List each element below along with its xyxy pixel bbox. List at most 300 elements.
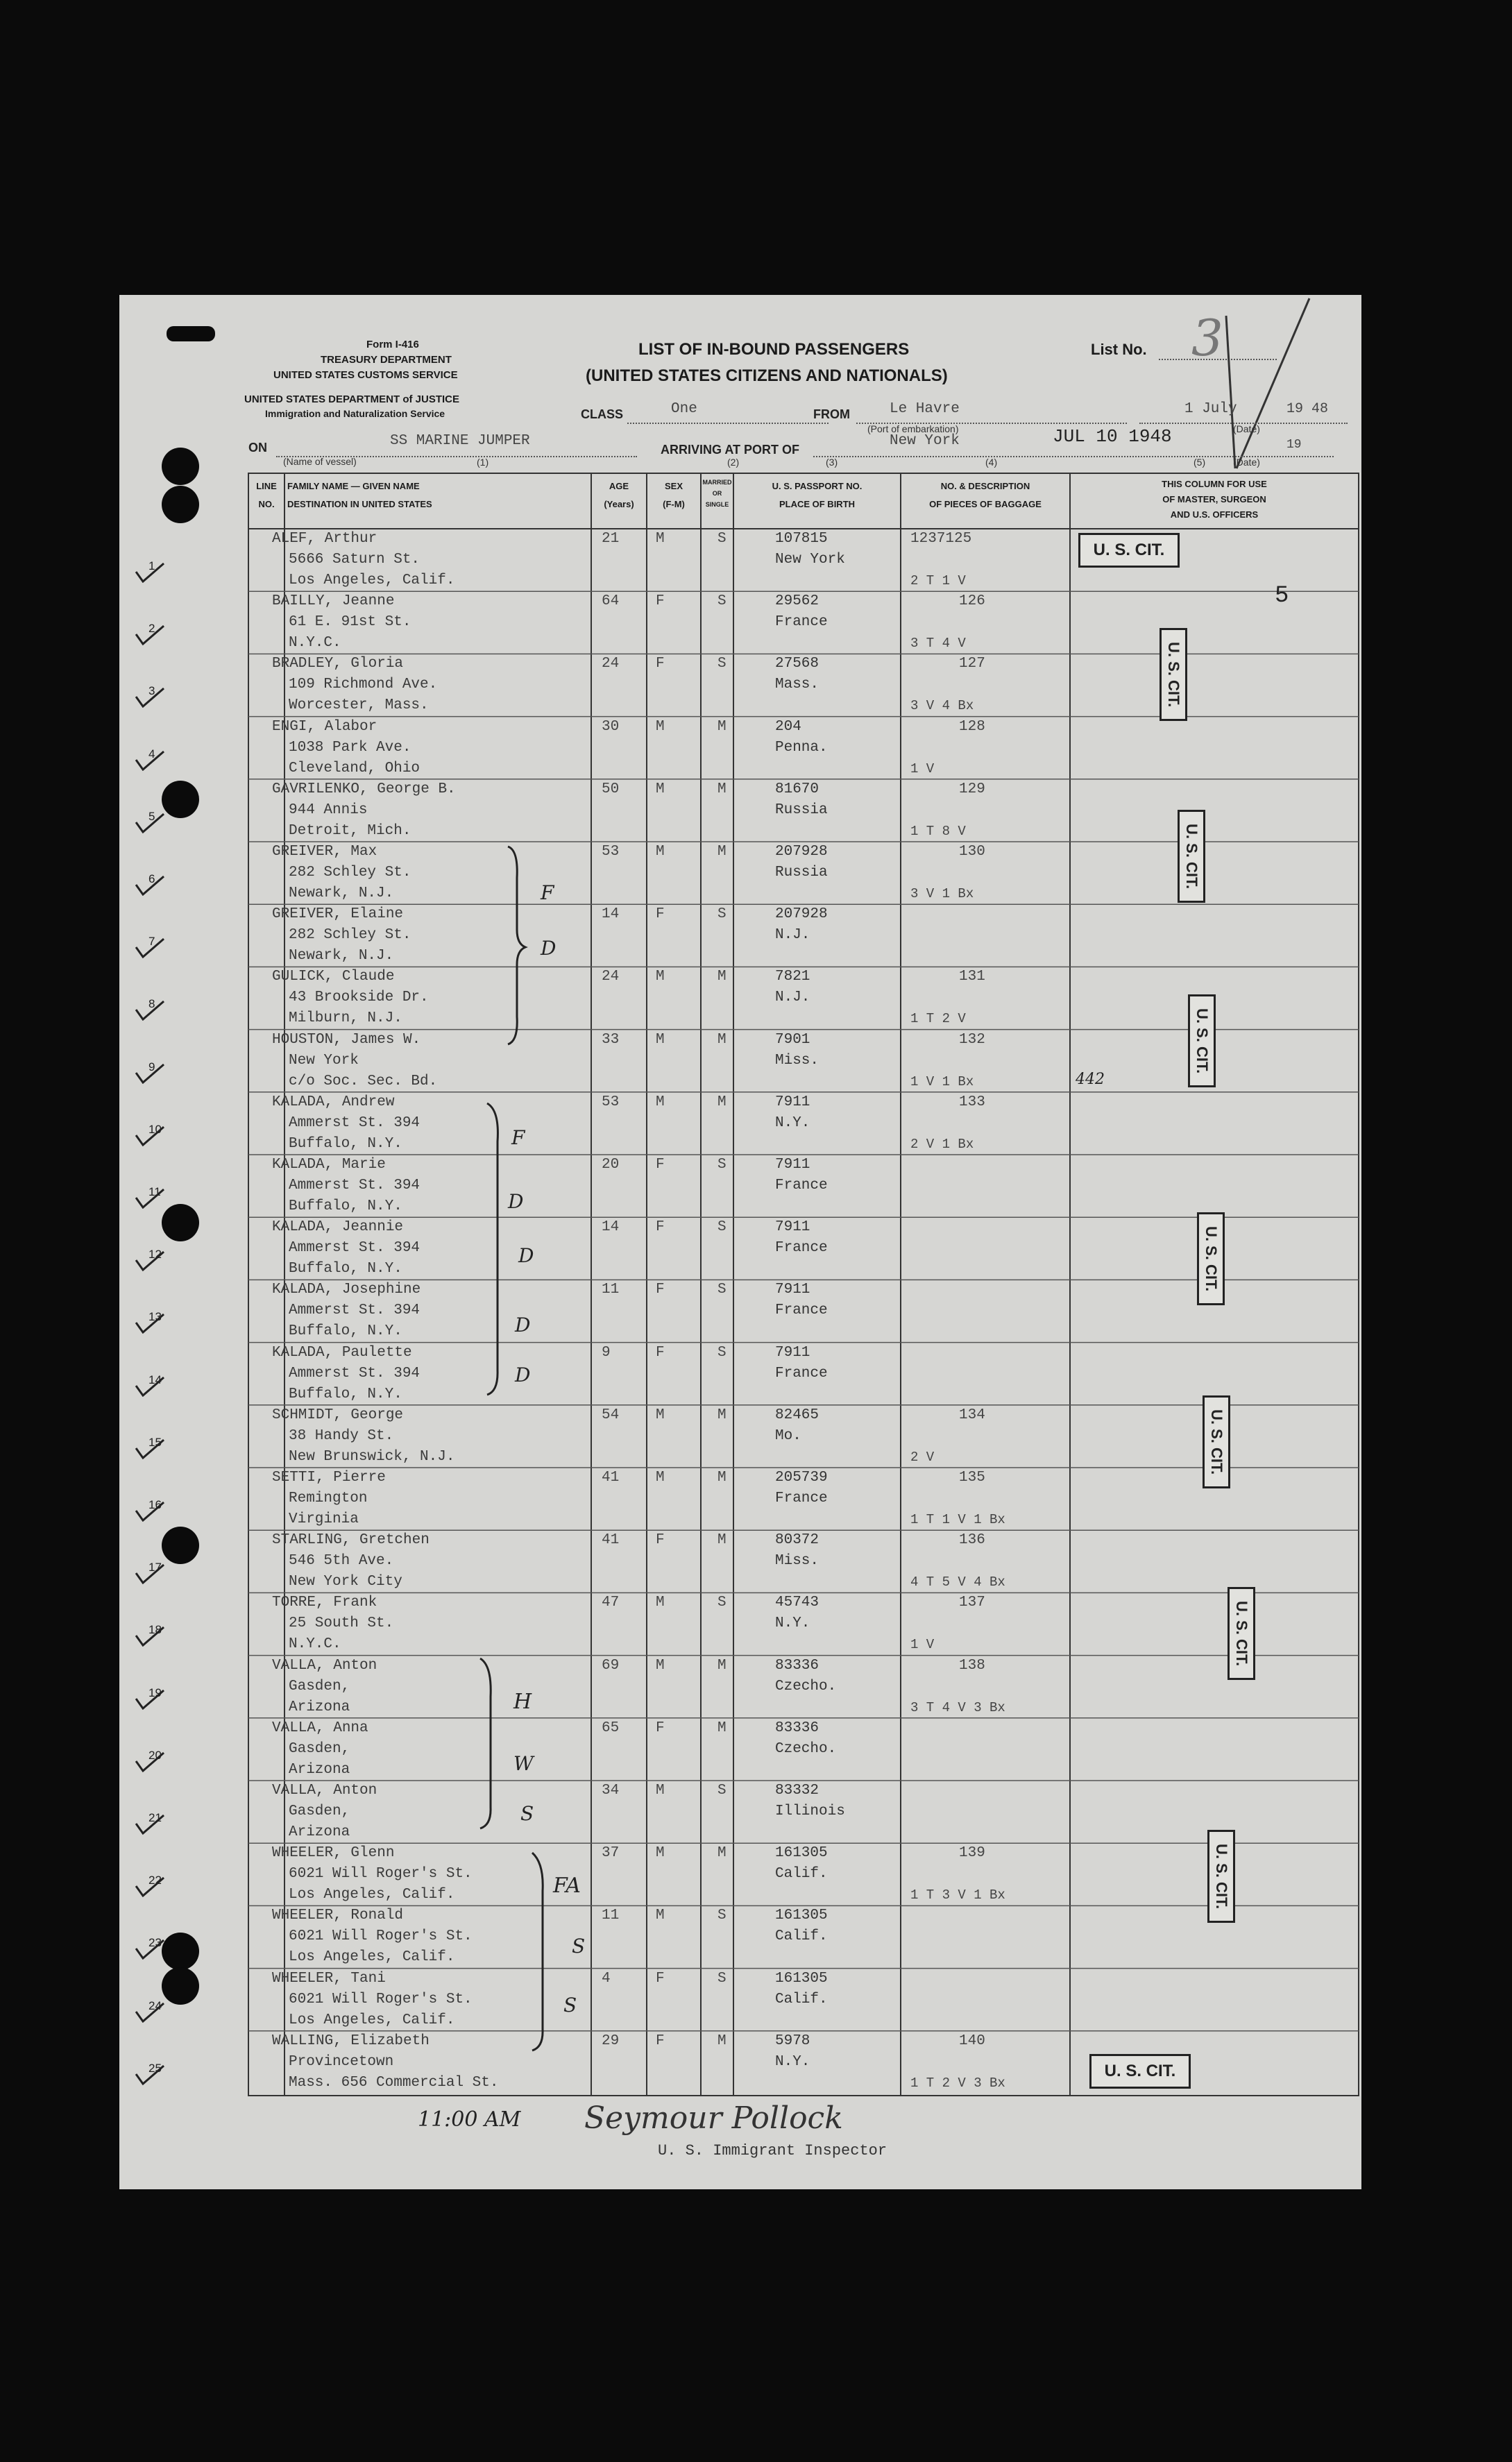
family-letter: FA <box>553 1874 581 1898</box>
dept-justice: UNITED STATES DEPARTMENT of JUSTICE <box>244 393 460 405</box>
from-value: Le Havre <box>890 401 960 417</box>
dest-line-1: 546 5th Ave. <box>289 1553 394 1570</box>
passenger-sex: F <box>656 656 665 672</box>
col-head-line-1: LINE <box>256 481 277 491</box>
baggage-number: 126 <box>959 593 985 610</box>
col-head-name-1: FAMILY NAME — GIVEN NAME <box>287 481 420 491</box>
col-head-married-2: OR <box>712 490 722 497</box>
baggage-number: 133 <box>959 1094 985 1110</box>
col-num-1: (1) <box>477 457 489 468</box>
form-number: Form I-416 <box>366 339 419 350</box>
dest-line-2: Los Angeles, Calif. <box>289 1887 455 1903</box>
col-head-passport-2: PLACE OF BIRTH <box>779 499 856 509</box>
binder-hole <box>162 1527 199 1564</box>
dest-line-1: Gasden, <box>289 1740 350 1757</box>
line-number: 14 <box>148 1373 162 1386</box>
passport-number: 81670 <box>775 781 819 797</box>
list-no-value: 3 <box>1191 309 1223 367</box>
class-label: CLASS <box>581 407 624 421</box>
binder-hole <box>162 1967 199 2005</box>
us-cit-stamp-text: U. S. CIT. <box>1183 823 1200 890</box>
dest-line-1: Provincetown <box>289 2053 394 2070</box>
col-head-name-2: DESTINATION IN UNITED STATES <box>287 499 432 509</box>
place-of-birth: Czecho. <box>775 1678 837 1695</box>
col-head-age-2: (Years) <box>604 499 634 509</box>
dest-line-2: c/o Soc. Sec. Bd. <box>289 1073 438 1089</box>
line-number: 12 <box>148 1248 162 1262</box>
dest-line-2: N.Y.C. <box>289 1636 341 1653</box>
baggage-description: 1 T 8 V <box>910 823 966 839</box>
passenger-marital: M <box>717 1532 727 1549</box>
passport-number: 161305 <box>775 1908 828 1924</box>
passenger-name: TORRE, Frank <box>272 1595 377 1611</box>
passenger-age: 11 <box>602 1282 620 1298</box>
col-num-5: (5) <box>1194 457 1206 468</box>
passenger-sex: M <box>656 531 665 547</box>
line-number: 3 <box>148 684 155 698</box>
col-head-passport-1: U. S. PASSPORT NO. <box>772 481 863 491</box>
passenger-age: 53 <box>602 844 620 860</box>
place-of-birth: Mass. <box>775 677 819 693</box>
dest-line-2: Buffalo, N.Y. <box>289 1261 402 1277</box>
passenger-marital: S <box>717 656 727 672</box>
line-number: 18 <box>148 1623 162 1637</box>
line-number: 4 <box>148 747 155 761</box>
vessel-note: (Name of vessel) <box>283 456 357 467</box>
passenger-name: KALADA, Andrew <box>272 1094 395 1110</box>
passenger-name: VALLA, Anna <box>272 1720 368 1736</box>
passenger-age: 69 <box>602 1657 620 1674</box>
passport-number: 204 <box>775 718 801 735</box>
line-number: 25 <box>148 2061 162 2075</box>
passport-number: 161305 <box>775 1970 828 1987</box>
baggage-number: 130 <box>959 844 985 860</box>
dest-line-2: Cleveland, Ohio <box>289 760 421 776</box>
dest-line-1: Ammerst St. 394 <box>289 1302 421 1319</box>
place-of-birth: Miss. <box>775 1553 819 1570</box>
place-of-birth: Calif. <box>775 1991 828 2007</box>
passenger-marital: M <box>717 1470 727 1486</box>
dest-line-1: 6021 Will Roger's St. <box>289 1866 473 1883</box>
passenger-sex: F <box>656 1282 665 1298</box>
passenger-age: 24 <box>602 969 620 985</box>
passenger-marital: S <box>717 1344 727 1361</box>
passenger-sex: F <box>656 2032 665 2049</box>
family-letter: D <box>518 1244 534 1267</box>
dest-line-2: Arizona <box>289 1761 350 1778</box>
binder-hole <box>162 781 199 818</box>
passenger-name: WHEELER, Glenn <box>272 1845 395 1862</box>
passenger-name: BRADLEY, Gloria <box>272 656 404 672</box>
passenger-name: GREIVER, Max <box>272 844 377 860</box>
dest-line-1: 5666 Saturn St. <box>289 552 421 568</box>
col-head-sex-2: (F-M) <box>663 499 685 509</box>
family-letter: S <box>520 1802 534 1825</box>
passenger-sex: M <box>656 1407 665 1423</box>
family-letter: D <box>515 1314 531 1336</box>
form-sheet <box>119 295 1361 2189</box>
passenger-age: 14 <box>602 1219 620 1236</box>
dest-line-1: Ammerst St. 394 <box>289 1178 421 1194</box>
passenger-marital: M <box>717 1720 727 1736</box>
passenger-name: KALADA, Marie <box>272 1157 386 1173</box>
passenger-marital: S <box>717 906 727 923</box>
us-cit-stamp-text: U. S. CIT. <box>1203 1225 1220 1292</box>
place-of-birth: Penna. <box>775 739 828 756</box>
passenger-name: SETTI, Pierre <box>272 1470 386 1486</box>
baggage-number: 129 <box>959 781 985 797</box>
baggage-description: 1 V 1 Bx <box>910 1073 974 1089</box>
note-5: 5 <box>1275 583 1289 609</box>
passenger-age: 29 <box>602 2032 620 2049</box>
passport-number: 82465 <box>775 1407 819 1423</box>
passport-number: 5978 <box>775 2032 810 2049</box>
port-embark-note: (Port of embarkation) <box>867 423 959 434</box>
line-number: 8 <box>148 997 155 1011</box>
passenger-marital: M <box>717 844 727 860</box>
passenger-sex: F <box>656 593 665 610</box>
passport-number: 27568 <box>775 656 819 672</box>
passenger-sex: M <box>656 1657 665 1674</box>
passenger-age: 20 <box>602 1157 620 1173</box>
dest-line-1: 282 Schley St. <box>289 927 411 944</box>
line-number: 23 <box>148 1936 162 1950</box>
footer-time: 11:00 AM <box>418 2107 521 2132</box>
family-letter: H <box>513 1690 532 1714</box>
baggage-description: 1 V <box>910 1637 935 1653</box>
us-cit-stamp-text: U. S. CIT. <box>1233 1600 1250 1667</box>
family-letter: D <box>515 1364 531 1386</box>
line-number: 7 <box>148 935 155 949</box>
baggage-number: 127 <box>959 656 985 672</box>
baggage-description: 3 V 4 Bx <box>910 698 974 714</box>
line-number: 19 <box>148 1686 162 1699</box>
col-num-2: (2) <box>727 457 740 468</box>
baggage-number: 139 <box>959 1845 985 1862</box>
us-cit-stamp-text: U. S. CIT. <box>1213 1843 1230 1910</box>
dest-line-2: Detroit, Mich. <box>289 822 411 839</box>
line-number: 5 <box>148 809 155 823</box>
us-cit-stamp: U. S. CIT. <box>1089 2054 1191 2089</box>
inspector-label: U. S. Immigrant Inspector <box>658 2142 887 2159</box>
date-label-1: (Date) <box>1233 423 1260 434</box>
passenger-sex: F <box>656 1157 665 1173</box>
binder-hole <box>162 1204 199 1241</box>
us-cit-stamp-text: U. S. CIT. <box>1208 1409 1225 1475</box>
place-of-birth: France <box>775 614 828 631</box>
passenger-sex: F <box>656 1344 665 1361</box>
dest-line-2: Los Angeles, Calif. <box>289 1949 455 1966</box>
col-num-4: (4) <box>985 457 998 468</box>
dept-treasury: TREASURY DEPARTMENT <box>321 354 452 366</box>
passenger-name: GAVRILENKO, George B. <box>272 781 456 797</box>
dest-line-1: 25 South St. <box>289 1615 394 1632</box>
passenger-name: KALADA, Jeannie <box>272 1219 404 1236</box>
passenger-sex: M <box>656 1845 665 1862</box>
dest-line-2: Newark, N.J. <box>289 885 394 901</box>
dest-line-2: Buffalo, N.Y. <box>289 1198 402 1214</box>
passport-number: 83336 <box>775 1720 819 1736</box>
line-number: 1 <box>148 559 155 572</box>
family-letter: F <box>511 1126 525 1149</box>
passenger-sex: M <box>656 844 665 860</box>
baggage-description: 1 V <box>910 761 935 776</box>
passenger-sex: F <box>656 1970 665 1987</box>
baggage-number: 140 <box>959 2032 985 2049</box>
passenger-age: 41 <box>602 1532 620 1549</box>
passport-number: 207928 <box>775 906 828 923</box>
vessel-name: SS MARINE JUMPER <box>390 433 530 449</box>
passenger-marital: M <box>717 1657 727 1674</box>
list-no-label: List No. <box>1091 341 1147 358</box>
from-label: FROM <box>813 407 850 421</box>
us-cit-stamp-text: U. S. CIT. <box>1194 1008 1211 1074</box>
arrival-date-stamp: JUL 10 1948 <box>1053 426 1172 447</box>
dest-line-1: 38 Handy St. <box>289 1427 394 1444</box>
dest-line-1: 43 Brookside Dr. <box>289 990 429 1006</box>
passport-number: 45743 <box>775 1595 819 1611</box>
passport-number: 83336 <box>775 1657 819 1674</box>
line-number: 17 <box>148 1561 162 1574</box>
passport-number: 83332 <box>775 1783 819 1799</box>
baggage-number: 134 <box>959 1407 985 1423</box>
on-label: ON <box>248 441 267 455</box>
binder-hole <box>162 1933 199 1970</box>
passport-number: 7911 <box>775 1344 810 1361</box>
date-sailing-year: 19 48 <box>1286 401 1329 417</box>
col-head-age-1: AGE <box>609 481 629 491</box>
passport-number: 7911 <box>775 1219 810 1236</box>
dest-line-2: Los Angeles, Calif. <box>289 572 455 588</box>
passenger-sex: M <box>656 1595 665 1611</box>
col-head-officer-1: THIS COLUMN FOR USE <box>1162 479 1267 489</box>
passenger-marital: S <box>717 1595 727 1611</box>
dest-line-1: Gasden, <box>289 1678 350 1695</box>
passenger-age: 65 <box>602 1720 620 1736</box>
passenger-age: 47 <box>602 1595 620 1611</box>
place-of-birth: France <box>775 1178 828 1194</box>
passenger-age: 21 <box>602 531 620 547</box>
dept-immigration: Immigration and Naturalization Service <box>265 408 445 419</box>
line-number: 15 <box>148 1435 162 1449</box>
place-of-birth: New York <box>775 552 845 568</box>
dest-line-2: Mass. 656 Commercial St. <box>289 2074 499 2091</box>
passenger-name: WHEELER, Tani <box>272 1970 386 1987</box>
passenger-name: GULICK, Claude <box>272 969 395 985</box>
passport-number: 107815 <box>775 531 828 547</box>
passenger-marital: S <box>717 1970 727 1987</box>
passenger-marital: M <box>717 718 727 735</box>
family-letter: D <box>508 1190 524 1213</box>
passenger-marital: S <box>717 1783 727 1799</box>
place-of-birth: N.Y. <box>775 2053 810 2070</box>
passenger-age: 30 <box>602 718 620 735</box>
line-number: 10 <box>148 1122 162 1136</box>
baggage-description: 3 T 4 V 3 Bx <box>910 1699 1005 1715</box>
family-brackets <box>119 295 1361 2127</box>
passport-number: 7911 <box>775 1282 810 1298</box>
passenger-marital: S <box>717 1219 727 1236</box>
place-of-birth: N.Y. <box>775 1114 810 1131</box>
us-cit-stamp-text: U. S. CIT. <box>1165 641 1182 708</box>
inspector-signature: Seymour Pollock <box>584 2100 843 2136</box>
passenger-sex: F <box>656 1720 665 1736</box>
passenger-name: WHEELER, Ronald <box>272 1908 404 1924</box>
passenger-marital: M <box>717 781 727 797</box>
family-letter: W <box>513 1752 534 1775</box>
line-number: 6 <box>148 872 155 885</box>
place-of-birth: N.J. <box>775 990 810 1006</box>
col-head-officer-3: AND U.S. OFFICERS <box>1170 509 1259 520</box>
dest-line-1: 6021 Will Roger's St. <box>289 1928 473 1945</box>
place-of-birth: N.Y. <box>775 1615 810 1632</box>
passenger-name: KALADA, Josephine <box>272 1282 421 1298</box>
passenger-age: 54 <box>602 1407 620 1423</box>
col-head-line-2: NO. <box>258 499 275 509</box>
passenger-sex: F <box>656 1532 665 1549</box>
passenger-age: 24 <box>602 656 620 672</box>
passport-number: 7911 <box>775 1094 810 1110</box>
dest-line-2: New York City <box>289 1574 402 1590</box>
passenger-marital: S <box>717 1908 727 1924</box>
binder-hole <box>162 486 199 523</box>
dest-line-2: Virginia <box>289 1511 359 1527</box>
line-number: 16 <box>148 1498 162 1511</box>
baggage-description: 2 T 1 V <box>910 573 966 588</box>
baggage-description: 4 T 5 V 4 Bx <box>910 1574 1005 1590</box>
place-of-birth: France <box>775 1491 828 1506</box>
dest-line-2: Newark, N.J. <box>289 948 394 965</box>
baggage-description: 1 T 2 V <box>910 1011 966 1027</box>
dest-line-2: Milburn, N.J. <box>289 1010 402 1027</box>
dest-line-1: Remington <box>289 1491 368 1506</box>
line-number: 20 <box>148 1748 162 1762</box>
baggage-number: 135 <box>959 1470 985 1486</box>
col-head-married-1: MARRIED <box>702 479 732 486</box>
passenger-age: 50 <box>602 781 620 797</box>
line-number: 24 <box>148 1998 162 2012</box>
passenger-marital: S <box>717 1157 727 1173</box>
passenger-sex: M <box>656 1094 665 1110</box>
passenger-name: GREIVER, Elaine <box>272 906 404 923</box>
place-of-birth: France <box>775 1302 828 1319</box>
line-number: 9 <box>148 1060 155 1073</box>
line-number: 21 <box>148 1811 162 1824</box>
passenger-marital: S <box>717 531 727 547</box>
passenger-age: 9 <box>602 1344 611 1361</box>
baggage-description: 1 T 1 V 1 Bx <box>910 1512 1005 1527</box>
dest-line-1: 109 Richmond Ave. <box>289 677 438 693</box>
dest-line-2: New Brunswick, N.J. <box>289 1448 455 1465</box>
dest-line-2: Buffalo, N.Y. <box>289 1386 402 1402</box>
dest-line-2: Worcester, Mass. <box>289 697 429 714</box>
family-letter: D <box>541 937 557 960</box>
place-of-birth: Calif. <box>775 1866 828 1883</box>
dest-line-1: 61 E. 91st St. <box>289 614 411 631</box>
place-of-birth: Russia <box>775 801 828 818</box>
family-letter: S <box>563 1994 577 2017</box>
dest-line-1: Ammerst St. 394 <box>289 1114 421 1131</box>
col-num-3: (3) <box>826 457 838 468</box>
dest-line-2: Arizona <box>289 1824 350 1840</box>
place-of-birth: N.J. <box>775 927 810 944</box>
place-of-birth: France <box>775 1365 828 1382</box>
place-of-birth: Calif. <box>775 1928 828 1945</box>
baggage-number: 128 <box>959 718 985 735</box>
us-cit-stamp: U. S. CIT. <box>1078 533 1180 568</box>
date-label-2: (Date) <box>1233 457 1260 468</box>
passenger-sex: M <box>656 1783 665 1799</box>
passenger-marital: M <box>717 1094 727 1110</box>
form-title: LIST OF IN-BOUND PASSENGERS <box>638 340 910 359</box>
dest-line-2: N.Y.C. <box>289 635 341 652</box>
class-value: One <box>671 401 697 417</box>
baggage-description: 3 T 4 V <box>910 636 966 652</box>
dest-line-1: 282 Schley St. <box>289 865 411 881</box>
passport-number: 207928 <box>775 844 828 860</box>
arriving-label: ARRIVING AT PORT OF <box>661 443 799 457</box>
date-sailing: 1 July <box>1184 401 1237 417</box>
place-of-birth: France <box>775 1240 828 1257</box>
dest-line-1: Gasden, <box>289 1803 350 1819</box>
form-subtitle: (UNITED STATES CITIZENS AND NATIONALS) <box>586 366 948 385</box>
binder-hole <box>162 448 199 485</box>
passenger-name: SCHMIDT, George <box>272 1407 404 1423</box>
passenger-name: ENGI, Alabor <box>272 718 377 735</box>
passenger-sex: M <box>656 969 665 985</box>
place-of-birth: Mo. <box>775 1427 801 1444</box>
passport-number: 29562 <box>775 593 819 610</box>
passenger-name: HOUSTON, James W. <box>272 1031 421 1048</box>
date-arrival-year: 19 <box>1286 438 1302 452</box>
passenger-age: 37 <box>602 1845 620 1862</box>
arrival-port: New York <box>890 433 960 449</box>
baggage-description: 2 V <box>910 1449 935 1465</box>
passport-number: 161305 <box>775 1845 828 1862</box>
passenger-marital: S <box>717 1282 727 1298</box>
passenger-age: 64 <box>602 593 620 610</box>
baggage-number: 132 <box>959 1031 985 1048</box>
passenger-marital: M <box>717 969 727 985</box>
passenger-marital: M <box>717 1845 727 1862</box>
dest-line-1: Ammerst St. 394 <box>289 1365 421 1382</box>
binder-hole <box>167 326 215 341</box>
col-head-officer-2: OF MASTER, SURGEON <box>1162 494 1266 504</box>
passenger-sex: F <box>656 1219 665 1236</box>
passenger-age: 53 <box>602 1094 620 1110</box>
col-head-baggage-2: OF PIECES OF BAGGAGE <box>929 499 1042 509</box>
passenger-name: VALLA, Anton <box>272 1657 377 1674</box>
passenger-sex: F <box>656 906 665 923</box>
passenger-marital: M <box>717 1031 727 1048</box>
baggage-description: 3 V 1 Bx <box>910 886 974 901</box>
passenger-sex: M <box>656 1470 665 1486</box>
baggage-description: 1 T 2 V 3 Bx <box>910 2075 1005 2091</box>
passenger-marital: S <box>717 593 727 610</box>
line-number: 11 <box>148 1185 161 1198</box>
baggage-number: 137 <box>959 1595 985 1611</box>
dest-line-1: 1038 Park Ave. <box>289 739 411 756</box>
passport-number: 7821 <box>775 969 810 985</box>
passenger-name: STARLING, Gretchen <box>272 1532 430 1549</box>
passport-number: 80372 <box>775 1532 819 1549</box>
passport-number: 7911 <box>775 1157 810 1173</box>
passport-number: 7901 <box>775 1031 810 1048</box>
dest-line-2: Buffalo, N.Y. <box>289 1135 402 1152</box>
passenger-age: 11 <box>602 1908 620 1924</box>
baggage-number: 131 <box>959 969 985 985</box>
passenger-sex: M <box>656 1908 665 1924</box>
